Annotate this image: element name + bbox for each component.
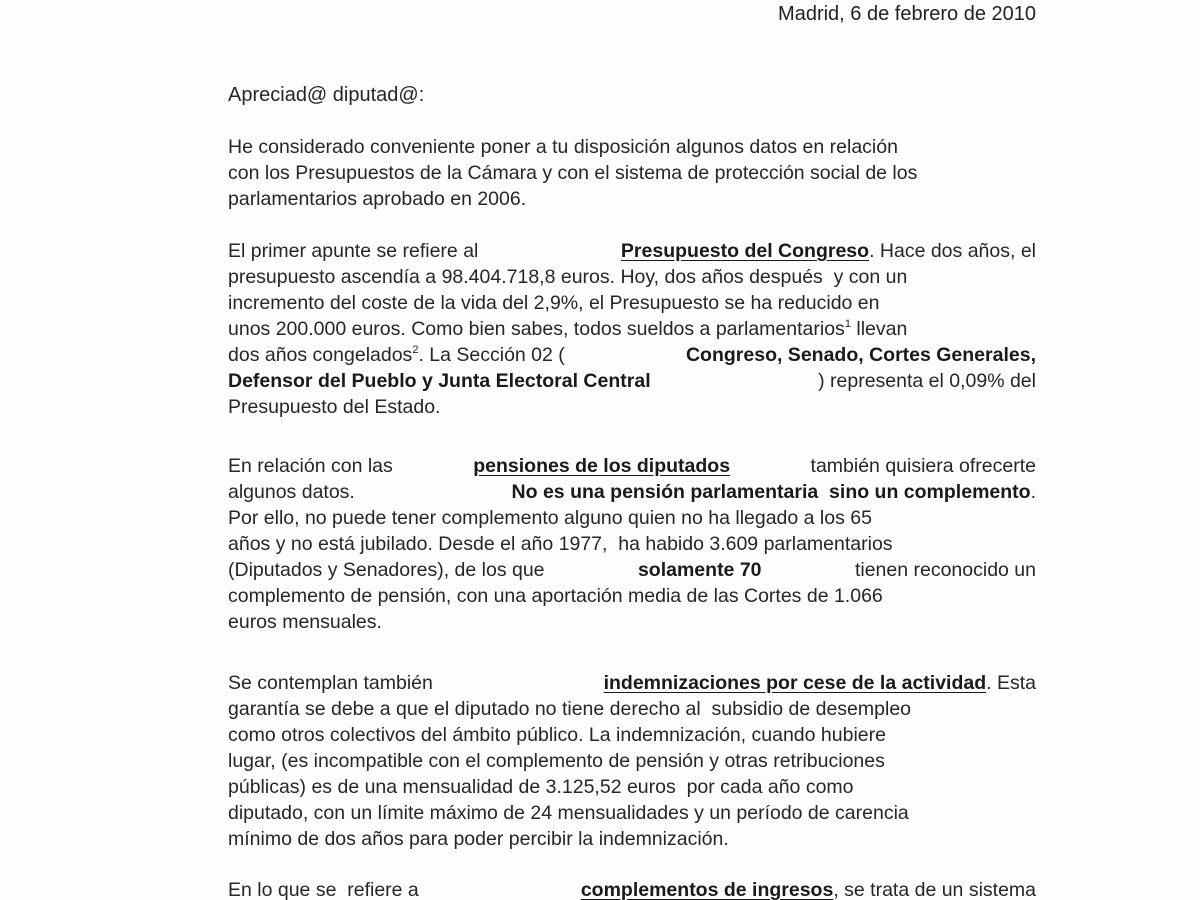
- text-line: He considerado conveniente poner a tu disposición algunos datos en relación: [228, 136, 898, 158]
- text-line: En lo que se refiere a complementos de ingresos, se trata de un sistema: [228, 879, 1036, 900]
- heading-pensiones-diputados: pensiones de los diputados: [473, 455, 731, 477]
- heading-indemnizaciones: indemnizaciones por cese de la actividad: [603, 672, 987, 694]
- text-line: garantía se debe a que el diputado no tiene derecho al subsidio de desempleo: [228, 698, 912, 720]
- text-line: incremento del coste de la vida del 2,9%, el Presupuesto se ha reducido en: [228, 292, 880, 314]
- text-line: años y no está jubilado. Desde el año 1977, ha habido 3.609 parlamentarios: [228, 533, 893, 555]
- footnote-ref-2: 2: [412, 344, 419, 356]
- text-line: Defensor del Pueblo y Junta Electoral Central ) representa el 0,09% del: [228, 370, 1036, 392]
- text-line: diputado, con un límite máximo de 24 mensualidades y un período de carencia: [228, 802, 909, 824]
- text-line: algunos datos. No es una pensión parlamentaria sino un complemento.: [228, 481, 1036, 503]
- paragraph-budget: [228, 238, 1036, 420]
- text-line: mínimo de dos años para poder percibir la indemnización.: [228, 828, 729, 850]
- footnote-ref-1: 1: [844, 318, 851, 330]
- text-line: En relación con las pensiones de los diputados también quisiera ofrecerte: [228, 455, 1036, 477]
- salutation: Apreciad@ diputad@:: [228, 84, 425, 106]
- text-line: Presupuesto del Estado.: [228, 396, 441, 418]
- letter-date: Madrid, 6 de febrero de 2010: [778, 3, 1036, 25]
- paragraph-pensions: [228, 453, 1036, 635]
- text-line: parlamentarios aprobado en 2006.: [228, 188, 527, 210]
- heading-complementos-ingresos: complementos de ingresos: [580, 879, 834, 900]
- paragraph-intro: [228, 134, 1036, 212]
- text-line: euros mensuales.: [228, 611, 382, 633]
- text-line: públicas) es de una mensualidad de 3.125,52 euros por cada año como: [228, 776, 854, 798]
- paragraph-severance: [228, 670, 1036, 852]
- text-line: El primer apunte se refiere al Presupuesto del Congreso. Hace dos años, el: [228, 240, 1036, 262]
- paragraph-income-complements: [228, 877, 1036, 900]
- text-line: con los Presupuestos de la Cámara y con el sistema de protección social de los: [228, 162, 918, 184]
- text-line: presupuesto ascendía a 98.404.718,8 euros. Hoy, dos años después y con un: [228, 266, 908, 288]
- text-line: complemento de pensión, con una aportación media de las Cortes de 1.066: [228, 585, 883, 607]
- heading-presupuesto-congreso: Presupuesto del Congreso: [620, 240, 870, 262]
- text-line: lugar, (es incompatible con el complemento de pensión y otras retribuciones: [228, 750, 885, 772]
- text-line: como otros colectivos del ámbito público. La indemnización, cuando hubiere: [228, 724, 886, 746]
- text-line: Por ello, no puede tener complemento alguno quien no ha llegado a los 65: [228, 507, 872, 529]
- text-line: (Diputados y Senadores), de los que solamente 70 tienen reconocido un: [228, 559, 1036, 581]
- text-line: Se contemplan también indemnizaciones por cese de la actividad. Esta: [228, 672, 1036, 694]
- text-line: unos 200.000 euros. Como bien sabes, todos sueldos a parlamentarios$^1$ llevan: [228, 318, 908, 340]
- text-line: dos años congelados$^2$. La Sección 02 ( Congreso, Senado, Cortes Generales,: [228, 344, 1036, 366]
